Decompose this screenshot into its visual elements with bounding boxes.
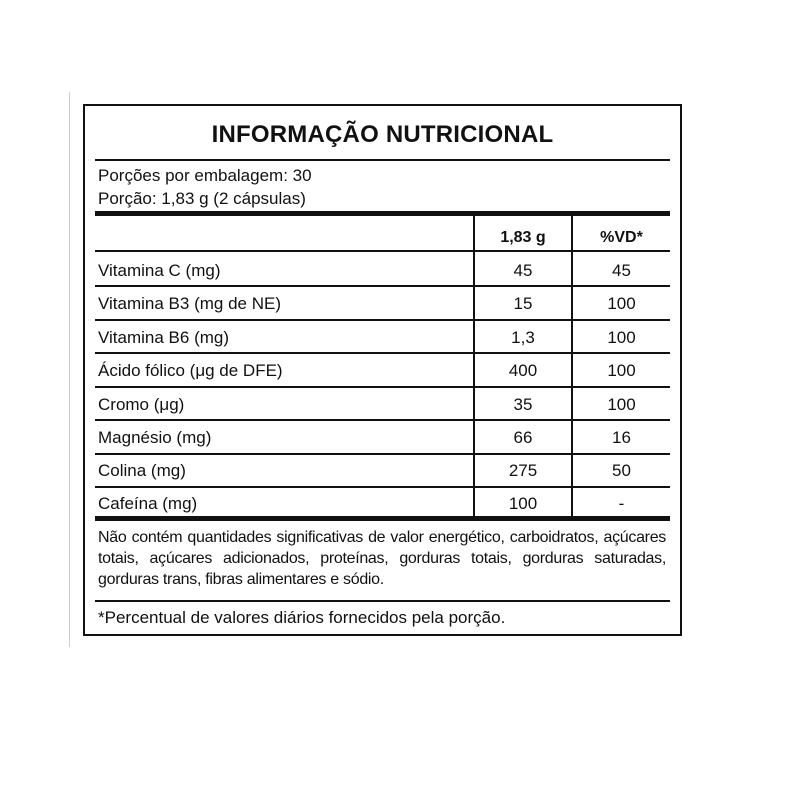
row-divider <box>95 419 670 421</box>
footnote: *Percentual de valores diários fornecidos pela porção. <box>98 608 506 627</box>
divider-thick <box>95 516 670 521</box>
row-divider <box>95 453 670 455</box>
nutrient-name: Colina (mg) <box>98 461 186 480</box>
divider-thick <box>95 211 670 216</box>
row-divider <box>95 352 670 354</box>
nutrient-name: Vitamina B3 (mg de NE) <box>98 294 281 313</box>
row-divider <box>95 285 670 287</box>
nutrient-amount: 66 <box>513 428 533 447</box>
row-divider <box>95 319 670 321</box>
nutrient-name: Cromo (μg) <box>98 395 185 414</box>
nutrient-dv: 50 <box>612 461 631 480</box>
servings-per-package: Porções por embalagem: 30 <box>98 166 312 185</box>
divider <box>95 159 670 161</box>
nutrient-amount: 1,3 <box>511 328 535 347</box>
nutrient-name: Ácido fólico (μg de DFE) <box>98 361 283 380</box>
left-divider <box>69 92 70 647</box>
nutrient-dv: 16 <box>612 428 631 447</box>
nutrient-dv: 100 <box>607 395 636 414</box>
nutrient-amount: 275 <box>508 461 538 480</box>
nutrient-name: Vitamina B6 (mg) <box>98 328 230 347</box>
column-header-dv: %VD* <box>600 229 643 246</box>
nutrient-amount: 400 <box>508 361 538 380</box>
divider <box>95 600 670 602</box>
nutrient-dv: - <box>618 494 625 513</box>
nutrient-dv: 45 <box>612 261 631 280</box>
divider <box>95 250 670 252</box>
row-divider <box>95 386 670 388</box>
nutrient-amount: 100 <box>508 494 538 513</box>
nutrient-name: Vitamina C (mg) <box>98 261 221 280</box>
column-header-amount: 1,83 g <box>500 229 546 246</box>
nutrient-dv: 100 <box>607 294 636 313</box>
nutrient-amount: 45 <box>513 261 533 280</box>
label-title: INFORMAÇÃO NUTRICIONAL <box>211 121 554 148</box>
row-divider <box>95 486 670 488</box>
nutrient-name: Cafeína (mg) <box>98 494 198 513</box>
serving-size: Porção: 1,83 g (2 cápsulas) <box>98 189 306 208</box>
nutrient-dv: 100 <box>607 361 636 380</box>
nutrient-name: Magnésio (mg) <box>98 428 212 447</box>
nutrient-dv: 100 <box>607 328 636 347</box>
nutrient-amount: 15 <box>513 294 533 313</box>
nutrient-amount: 35 <box>513 395 533 414</box>
nutrient-note: Não contém quantidades significativas de valor energético, carboidratos, açúcares totais, açúcares adicionados, proteínas, gorduras totais, gorduras saturadas, gorduras trans, fibras alimentares e sódio. <box>98 529 666 588</box>
nutrition-label <box>83 104 682 636</box>
